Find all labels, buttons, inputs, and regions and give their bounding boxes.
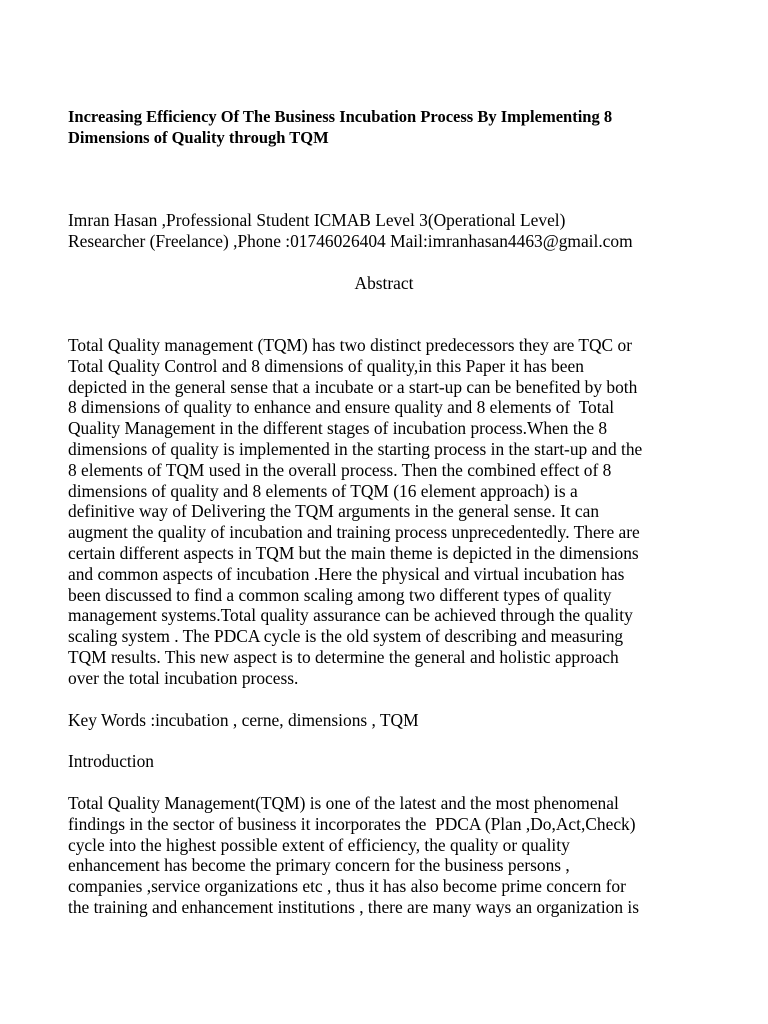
- abstract-line: depicted in the general sense that a incubate or a start-up can be benefited by both: [68, 376, 638, 397]
- intro-line: Total Quality Management(TQM) is one of the latest and the most phenomenal: [68, 793, 619, 813]
- intro-line: the training and enhancement institutions , there are many ways an organization is: [68, 896, 639, 917]
- abstract-line: dimensions of quality and 8 elements of TQM (16 element approach) is a: [68, 480, 578, 501]
- author-line: Imran Hasan ,Professional Student ICMAB Level 3(Operational Level): [68, 210, 566, 230]
- keywords: Key Words :incubation , cerne, dimensions , TQM: [68, 710, 419, 730]
- abstract-line: Total Quality Control and 8 dimensions of quality,in this Paper it has been: [68, 355, 584, 376]
- abstract-line: definitive way of Delivering the TQM arguments in the general sense. It can: [68, 501, 600, 522]
- abstract-line: been discussed to find a common scaling among two different types of quality: [68, 584, 612, 605]
- abstract-line: management systems.Total quality assurance can be achieved through the quality: [68, 605, 633, 626]
- introduction-paragraph: [68, 793, 708, 918]
- intro-line: findings in the sector of business it incorporates the PDCA (Plan ,Do,Act,Check): [68, 813, 636, 834]
- paper-title: [68, 106, 708, 148]
- abstract-paragraph: [68, 335, 708, 689]
- title-line: Dimensions of Quality through TQM: [68, 128, 329, 147]
- introduction-heading: Introduction: [68, 751, 154, 771]
- intro-line: companies ,service organizations etc , thus it has also become prime concern for: [68, 876, 626, 897]
- abstract-line: and common aspects of incubation .Here the physical and virtual incubation has: [68, 563, 625, 584]
- intro-line: cycle into the highest possible extent of efficiency, the quality or quality: [68, 834, 570, 855]
- author-info: [68, 210, 728, 252]
- abstract-line: 8 elements of TQM used in the overall process. Then the combined effect of 8: [68, 459, 612, 480]
- abstract-line: dimensions of quality is implemented in the starting process in the start-up and the: [68, 438, 643, 459]
- title-line: Increasing Efficiency Of The Business Incubation Process By Implementing 8: [68, 107, 613, 126]
- abstract-line: 8 dimensions of quality to enhance and ensure quality and 8 elements of Total: [68, 397, 615, 418]
- abstract-line: Total Quality management (TQM) has two distinct predecessors they are TQC or: [68, 335, 632, 355]
- abstract-line: augment the quality of incubation and training process unprecedentedly. There are: [68, 522, 640, 543]
- abstract-heading: Abstract: [354, 273, 414, 293]
- abstract-line: Quality Management in the different stages of incubation process.When the 8: [68, 418, 608, 439]
- abstract-line: certain different aspects in TQM but the main theme is depicted in the dimensions: [68, 542, 639, 563]
- author-line: Researcher (Freelance) ,Phone :01746026404 Mail:imranhasan4463@gmail.com: [68, 230, 633, 251]
- abstract-line: TQM results. This new aspect is to determine the general and holistic approach: [68, 646, 619, 667]
- abstract-line: over the total incubation process.: [68, 667, 299, 688]
- abstract-line: scaling system . The PDCA cycle is the old system of describing and measuring: [68, 626, 624, 647]
- intro-line: enhancement has become the primary concern for the business persons ,: [68, 855, 570, 876]
